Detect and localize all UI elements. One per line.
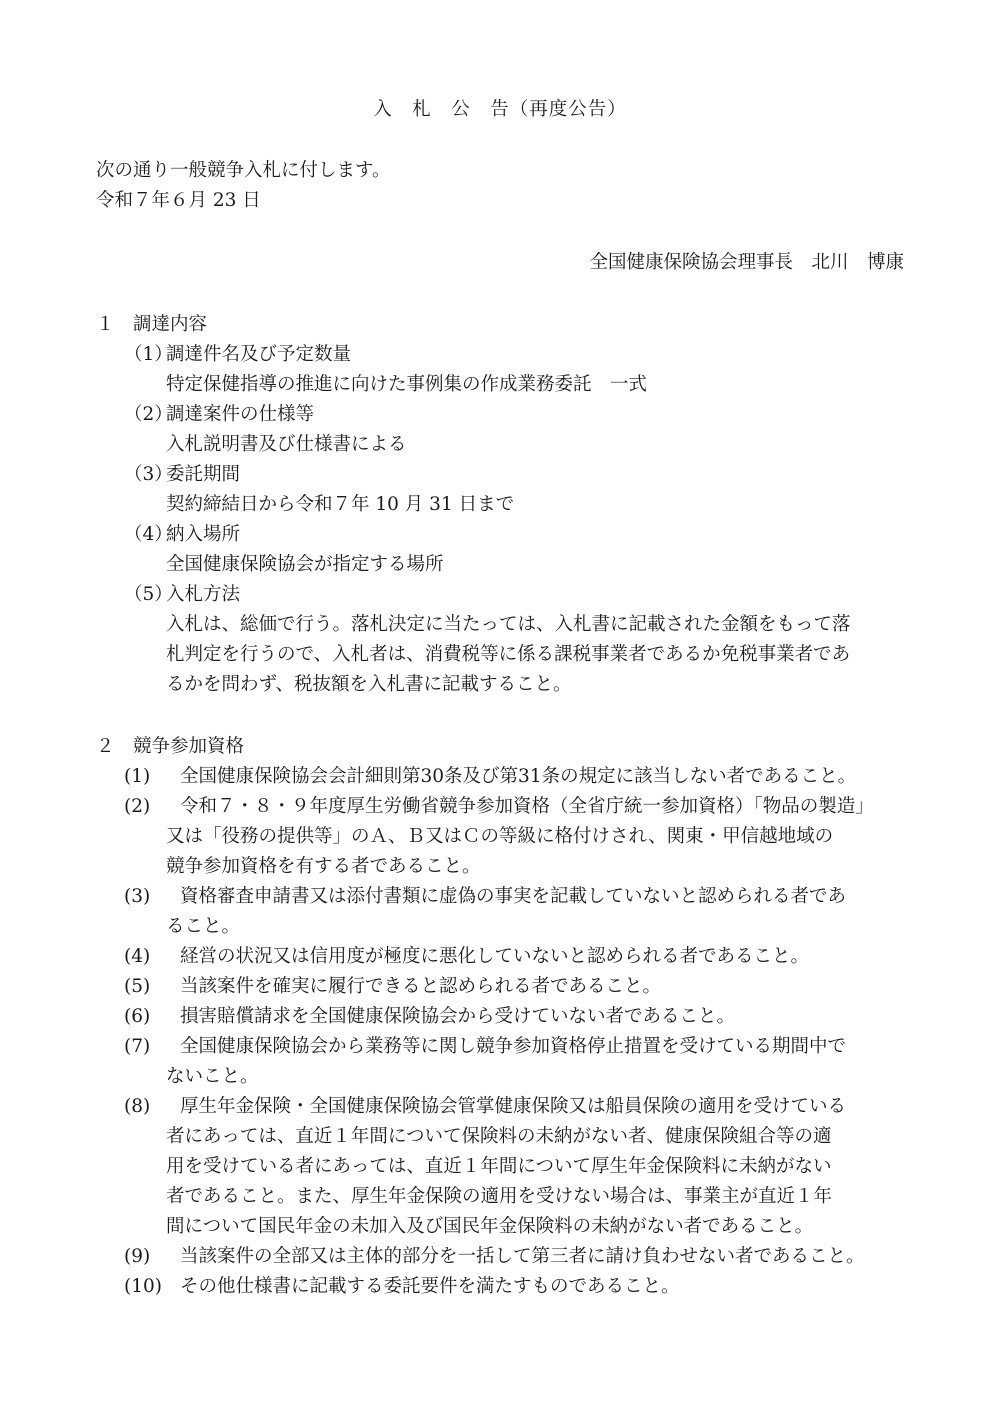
item-text: 又は「役務の提供等」のＡ、Ｂ又はＣの等級に格付けされ、関東・甲信越地域の — [166, 826, 834, 847]
item-text: 全国健康保険協会から業務等に関し競争参加資格停止措置を受けている期間中で — [180, 1036, 847, 1057]
item-number: （2） — [124, 404, 173, 425]
item-number: (1) — [124, 766, 151, 787]
item-text: ること。 — [166, 916, 241, 937]
item-text: 特定保健指導の推進に向けた事例集の作成業務委託 一式 — [166, 374, 648, 395]
item-text: ないこと。 — [166, 1066, 259, 1087]
item-number: （5） — [124, 584, 173, 605]
item-text: その他仕様書に記載する委託要件を満たすものであること。 — [180, 1276, 680, 1297]
item-text: 札判定を行うので、入札者は、消費税等に係る課税事業者であるか免税事業者であ — [166, 644, 851, 665]
item-text: 間について国民年金の未加入及び国民年金保険料の未納がない者であること。 — [166, 1216, 814, 1237]
item-label: 委託期間 — [166, 464, 241, 485]
item-text: 用を受けている者にあっては、直近１年間について厚生年金保険料に未納がない — [166, 1156, 832, 1177]
signatory: 全国健康保険協会理事長 北川 博康 — [589, 252, 904, 273]
section2-heading: ２ 競争参加資格 — [96, 736, 245, 757]
item-label: 調達案件の仕様等 — [166, 404, 315, 425]
item-text: 当該案件の全部又は主体的部分を一括して第三者に請け負わせない者であること。 — [180, 1246, 865, 1267]
item-text: るかを問わず、税抜額を入札書に記載すること。 — [166, 674, 572, 695]
item-text: 入札説明書及び仕様書による — [166, 434, 407, 455]
item-text: 入札は、総価で行う。落札決定に当たっては、入札書に記載された金額をもって落 — [166, 614, 851, 635]
item-text: 全国健康保険協会が指定する場所 — [166, 554, 444, 575]
item-label: 納入場所 — [166, 524, 241, 545]
item-number: (8) — [124, 1096, 151, 1117]
item-text: 当該案件を確実に履行できると認められる者であること。 — [180, 976, 662, 997]
item-text: 経営の状況又は信用度が極度に悪化していないと認められる者であること。 — [180, 946, 810, 967]
item-number: (10) — [124, 1276, 162, 1297]
item-text: 厚生年金保険・全国健康保険協会管掌健康保険又は船員保険の適用を受けている — [180, 1096, 847, 1117]
page-title: 入 札 公 告（再度公告） — [373, 99, 627, 120]
item-number: （1） — [124, 344, 173, 365]
item-text: 契約締結日から令和７年 10 月 31 日まで — [166, 494, 515, 515]
item-number: (7) — [124, 1036, 151, 1057]
item-number: (5) — [124, 976, 151, 997]
item-number: （4） — [124, 524, 173, 545]
item-text: 損害賠償請求を全国健康保険協会から受けていない者であること。 — [180, 1006, 736, 1027]
item-label: 入札方法 — [166, 584, 241, 605]
item-number: (9) — [124, 1246, 151, 1267]
item-number: （3） — [124, 464, 173, 485]
item-number: (4) — [124, 946, 151, 967]
section1-heading: １ 調達内容 — [96, 314, 208, 335]
item-text: 競争参加資格を有する者であること。 — [166, 856, 481, 877]
item-label: 調達件名及び予定数量 — [166, 344, 352, 365]
item-text: 資格審査申請書又は添付書類に虚偽の事実を記載していないと認められる者であ — [180, 886, 847, 907]
intro-text: 次の通り一般競争入札に付します。 — [96, 160, 391, 181]
item-text: 令和７・８・９年度厚生労働省競争参加資格（全省庁統一参加資格）「物品の製造」 — [180, 796, 874, 817]
item-number: (2) — [124, 796, 151, 817]
item-text: 全国健康保険協会会計細則第30条及び第31条の規定に該当しない者であること。 — [180, 766, 857, 787]
item-number: (3) — [124, 886, 151, 907]
issue-date: 令和７年６月 23 日 — [96, 190, 261, 211]
item-text: 者であること。また、厚生年金保険の適用を受けない場合は、事業主が直近１年 — [166, 1186, 833, 1207]
item-text: 者にあっては、直近１年間について保険料の未納がない者、健康保険組合等の適 — [166, 1126, 832, 1147]
item-number: (6) — [124, 1006, 151, 1027]
